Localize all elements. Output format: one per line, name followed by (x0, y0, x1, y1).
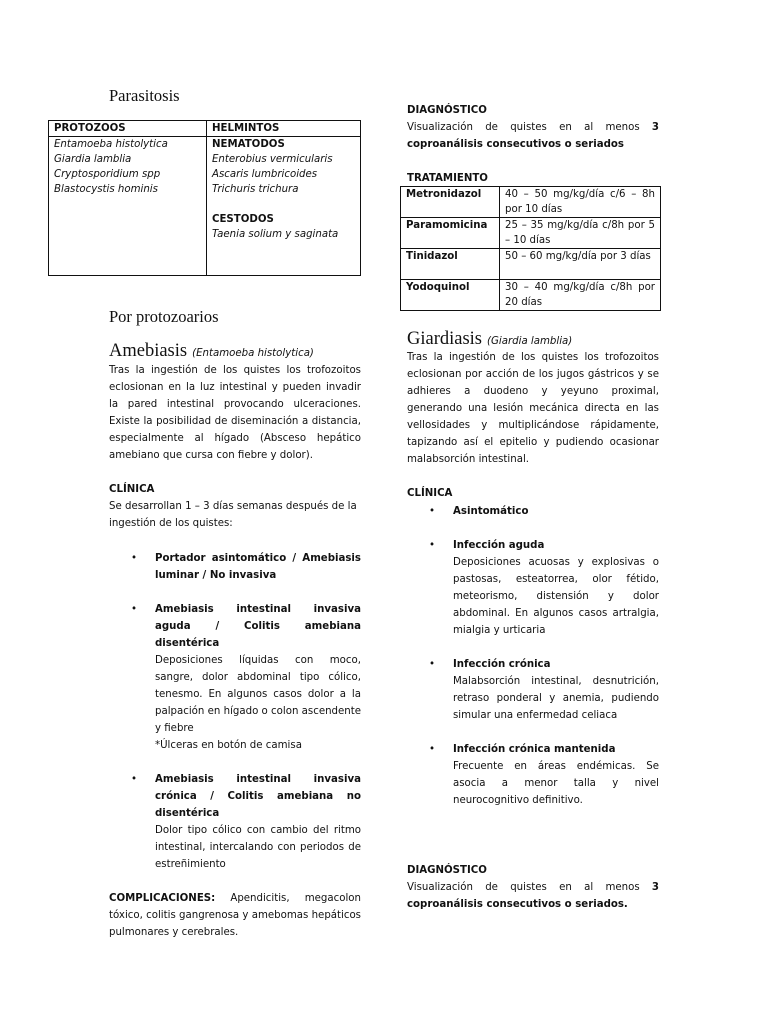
item-body: Deposiciones acuosas y explosivas o pastosas, esteatorrea, olor fétido, meteorismo, distensión y dolor abdominal. En algunos casos artralgia, mialgia y urticaria (453, 557, 659, 636)
clinica-intro: Se desarrollan 1 – 3 días semanas después de la ingestión de los quistes: (109, 501, 357, 529)
clinica-label: CLÍNICA (407, 488, 453, 499)
item-body: Malabsorción intestinal, desnutrición, retraso ponderal y anemia, pudiendo simular una enfermedad celiaca (453, 676, 659, 721)
diagnostico-bold: 3 coproanálisis consecutivos o seriados. (407, 882, 659, 910)
diagnostico-label: DIAGNÓSTICO (407, 865, 487, 876)
page-heading: Parasitosis (109, 86, 180, 105)
bullet-icon: • (131, 774, 138, 785)
giardiasis-title: Giardiasis (407, 329, 483, 349)
nematodo-item: Ascaris lumbricoides (212, 169, 318, 180)
item-head: Portador asintomático / Amebiasis luminar / No invasiva (155, 553, 361, 581)
diagnostico-bold: 3 coproanálisis consecutivos o seriados (407, 122, 659, 150)
tratamiento-label (407, 170, 488, 187)
table-row (401, 280, 661, 311)
amebiasis-title: Amebiasis (109, 341, 188, 361)
section-title: Por protozoarios (109, 307, 219, 326)
bullet-icon: • (429, 506, 436, 517)
protozoos-list (49, 137, 207, 276)
dose-cell: 40 – 50 mg/kg/día c/6 – 8h por 10 días (500, 187, 661, 218)
protozoo-item: Giardia lamblia (54, 154, 132, 165)
diagnostico-1 (407, 102, 659, 153)
giardiasis-intro: Tras la ingestión de los quistes los trofozoitos eclosionan por acción de los jugos gástricos y se adhieres a duodeno y yeyuno proximal, generando una lesión mecánica directa en las vellosidades y multiplicándose rápidamente, tapizando así el epitelio y pudiendo ocasionar malabsorción intestinal. (407, 352, 659, 465)
table-row (401, 249, 661, 280)
protozoos-header: PROTOZOOS (49, 121, 207, 137)
dose-cell: 25 – 35 mg/kg/día c/8h por 5 – 10 días (500, 218, 661, 249)
nematodo-item: Enterobius vermicularis (212, 154, 333, 165)
dose-cell: 30 – 40 mg/kg/día c/8h por 20 días (500, 280, 661, 311)
complicaciones-label: COMPLICACIONES: (109, 893, 216, 904)
bullet-icon: • (131, 553, 138, 564)
drug-cell: Yodoquinol (401, 280, 500, 311)
list-item (407, 503, 659, 520)
list-item (109, 601, 361, 754)
diagnostico-2 (407, 862, 659, 913)
helmintos-list (207, 137, 361, 276)
cestodo-item: Taenia solium y saginata (212, 229, 339, 240)
tratamiento-table (400, 186, 661, 311)
amebiasis-section (109, 340, 361, 941)
giardiasis-section (407, 328, 659, 809)
dose-cell: 50 – 60 mg/kg/día por 3 días (500, 249, 661, 280)
nematodos-header: NEMATODOS (212, 139, 285, 150)
item-head: Infección crónica mantenida (453, 744, 616, 755)
list-item (109, 550, 361, 584)
nematodo-item: Trichuris trichura (212, 184, 299, 195)
amebiasis-clinica-list (109, 550, 361, 873)
list-item (109, 771, 361, 873)
item-head: Infección aguda (453, 540, 545, 551)
item-body: Deposiciones líquidas con moco, sangre, dolor abdominal tipo cólico, tenesmo. En algunos casos dolor a la palpación en hígado o colon ascendente y fiebre (155, 655, 361, 734)
item-note: *Úlceras en botón de camisa (155, 740, 302, 751)
bullet-icon: • (429, 659, 436, 670)
list-item (407, 741, 659, 809)
parasite-table (48, 120, 361, 276)
giardiasis-clinica-list (407, 503, 659, 809)
complicaciones-text: Apendicitis, megacolon tóxico, colitis gangrenosa y amebomas hepáticos pulmonares y cerebrales. (109, 893, 361, 938)
drug-cell: Metronidazol (401, 187, 500, 218)
drug-cell: Tinidazol (401, 249, 500, 280)
giardiasis-subtitle: (Giardia lamblia) (487, 336, 573, 347)
diagnostico-text: Visualización de quistes en al menos (407, 122, 640, 133)
protozoo-item: Cryptosporidium spp (54, 169, 161, 180)
list-item (407, 537, 659, 639)
diagnostico-text: Visualización de quistes en al menos (407, 882, 640, 893)
item-head: Infección crónica (453, 659, 551, 670)
helmintos-header: HELMINTOS (207, 121, 361, 137)
clinica-label: CLÍNICA (109, 484, 155, 495)
item-body: Dolor tipo cólico con cambio del ritmo intestinal, intercalando con periodos de estreñimiento (155, 825, 361, 870)
amebiasis-intro: Tras la ingestión de los quistes los trofozoitos eclosionan en la luz intestinal y pueden invadir la pared intestinal provocando ulceraciones. Existe la posibilidad de diseminación a distancia, especialmente al hígado (Absceso hepático amebiano que cursa con fiebre y dolor). (109, 365, 361, 461)
item-head: Asintomático (453, 506, 529, 517)
table-row (401, 187, 661, 218)
protozoo-item: Entamoeba histolytica (54, 139, 168, 150)
bullet-icon: • (429, 540, 436, 551)
table-row (401, 218, 661, 249)
item-body: Frecuente en áreas endémicas. Se asocia a menor talla y nivel neurocognitivo definitivo. (453, 761, 659, 806)
cestodos-header: CESTODOS (212, 214, 274, 225)
bullet-icon: • (429, 744, 436, 755)
list-item (407, 656, 659, 724)
diagnostico-label: DIAGNÓSTICO (407, 105, 487, 116)
item-head: Amebiasis intestinal invasiva crónica / Colitis amebiana no disentérica (155, 774, 361, 819)
tratamiento-label-text: TRATAMIENTO (407, 173, 488, 184)
drug-cell: Paramomicina (401, 218, 500, 249)
item-head: Amebiasis intestinal invasiva aguda / Colitis amebiana disentérica (155, 604, 361, 649)
complicaciones (109, 890, 361, 941)
amebiasis-subtitle: (Entamoeba histolytica) (192, 348, 314, 359)
bullet-icon: • (131, 604, 138, 615)
protozoo-item: Blastocystis hominis (54, 184, 158, 195)
